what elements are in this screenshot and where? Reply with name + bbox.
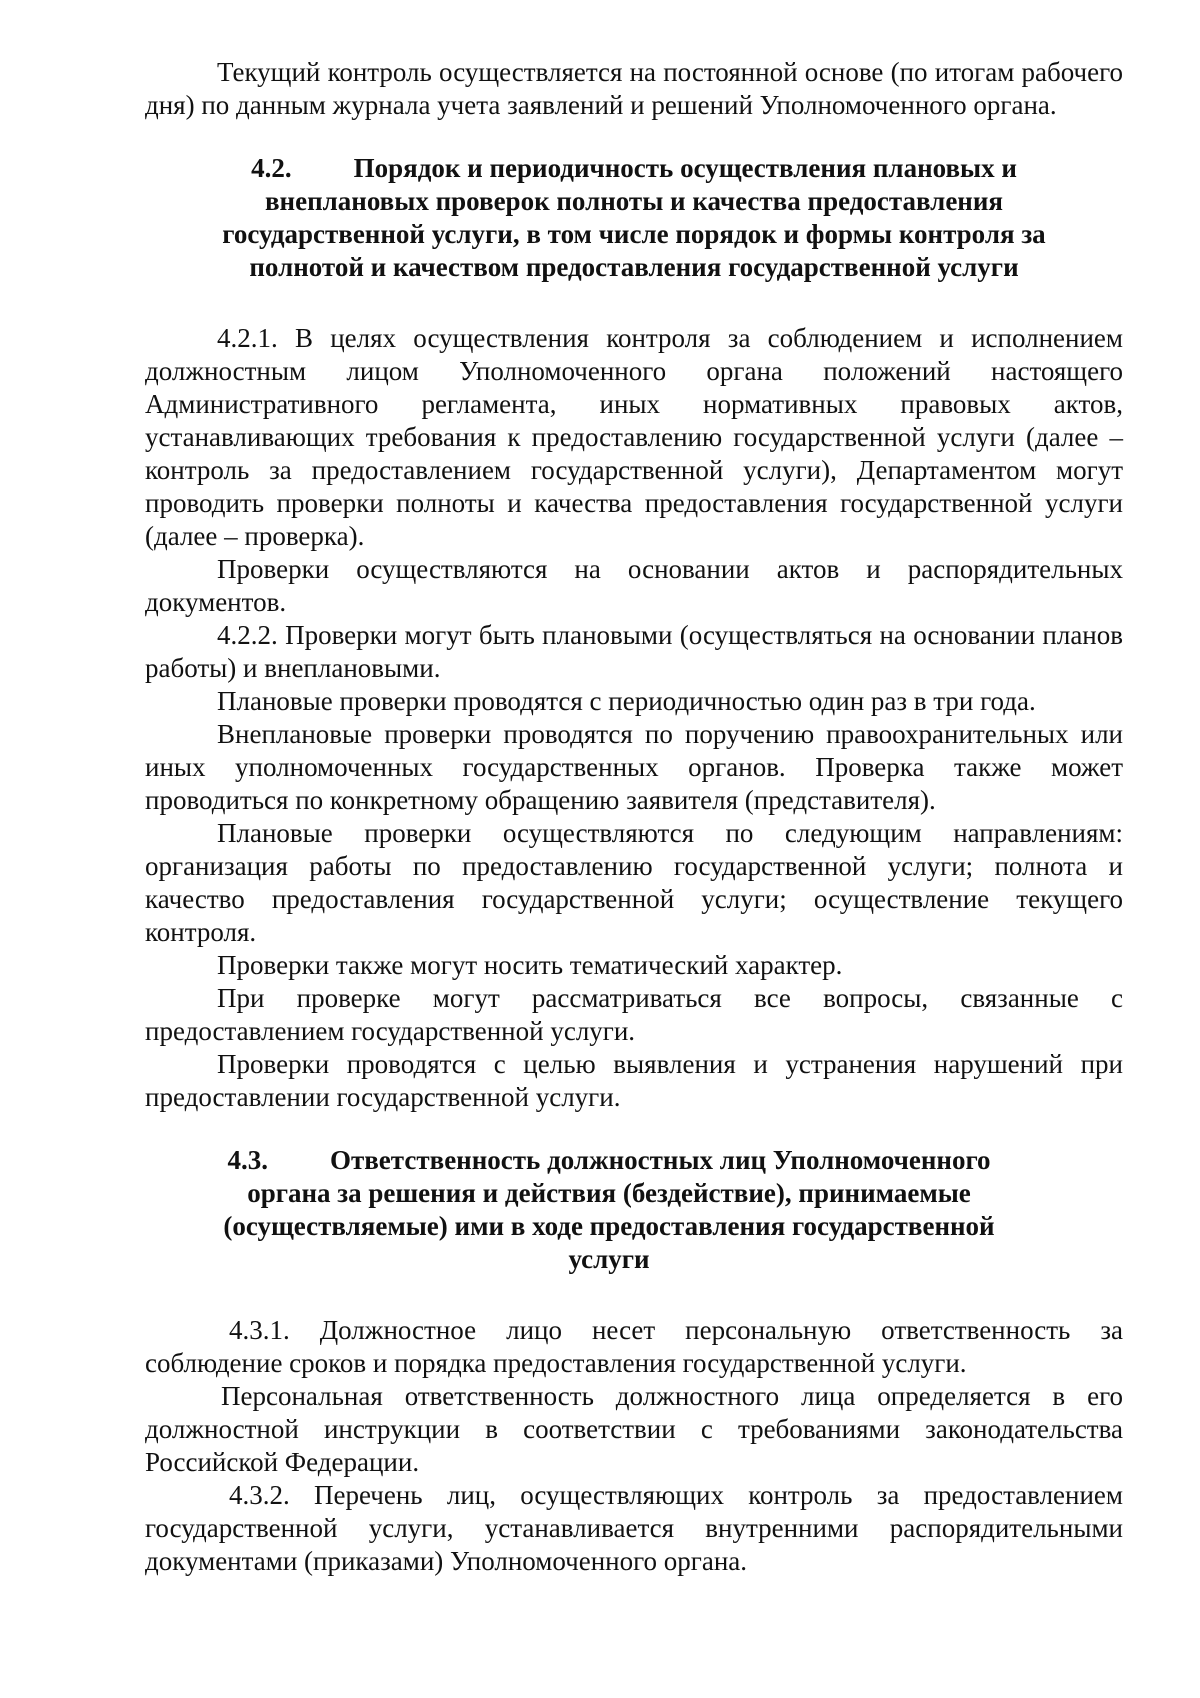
paragraph: Внеплановые проверки проводятся по поручению правоохранительных или иных уполномоченных государственных органов. Проверка также может проводиться по конкретному обращению заявителя (представителя). [145,719,1123,815]
paragraph: При проверке могут рассматриваться все вопросы, связанные с предоставлением государственной услуги. [145,983,1123,1046]
paragraph-4-2-2: 4.2.2. Проверки могут быть плановыми (осуществляться на основании планов работы) и внеплановыми. [145,620,1123,683]
section-heading-4-2 [145,152,1123,284]
paragraph: Проверки проводятся с целью выявления и устранения нарушений при предоставлении государственной услуги. [145,1049,1123,1112]
paragraph: Персональная ответственность должностного лица определяется в его должностной инструкции в соответствии с требованиями законодательства Российской Федерации. [145,1381,1123,1477]
section-number: 4.2. [251,153,292,183]
paragraph: Плановые проверки осуществляются по следующим направлениям: организация работы по предоставлению государственной услуги; полнота и качество предоставления государственной услуги; осуществление текущего контроля. [145,818,1123,947]
paragraph-4-2-1: 4.2.1. В целях осуществления контроля за соблюдением и исполнением должностным лицом Уполномоченного органа положений настоящего Административного регламента, иных нормативных правовых актов, устанавливающих требования к предоставлению государственной услуги (далее – контроль за предоставлением государственной услуги), Департаментом могут проводить проверки полноты и качества предоставления государственной услуги (далее – проверка). [145,323,1123,551]
document-page [145,56,1123,1578]
intro-paragraph: Текущий контроль осуществляется на постоянной основе (по итогам рабочего дня) по данным журнала учета заявлений и решений Уполномоченного органа. [145,57,1123,120]
paragraph: Проверки осуществляются на основании актов и распорядительных документов. [145,554,1123,617]
section-heading-4-3 [145,1144,1123,1276]
paragraph-4-3-1: 4.3.1. Должностное лицо несет персональную ответственность за соблюдение сроков и порядка предоставления государственной услуги. [145,1315,1123,1378]
paragraph: Плановые проверки проводятся с периодичностью один раз в три года. [217,686,1036,716]
section-title: Порядок и периодичность осуществления плановых и внеплановых проверок полноты и качества предоставления государственной услуги, в том числе порядок и формы контроля за полнотой и качеством предоставления государственной услуги [222,153,1046,282]
paragraph-4-3-2: 4.3.2. Перечень лиц, осуществляющих контроль за предоставлением государственной услуги, устанавливается внутренними распорядительными документами (приказами) Уполномоченного органа. [145,1480,1123,1576]
section-number: 4.3. [227,1145,268,1175]
paragraph: Проверки также могут носить тематический характер. [217,950,843,980]
section-title: Ответственность должностных лиц Уполномоченного органа за решения и действия (бездействие), принимаемые (осуществляемые) ими в ходе предоставления государственной услуги [223,1145,995,1274]
